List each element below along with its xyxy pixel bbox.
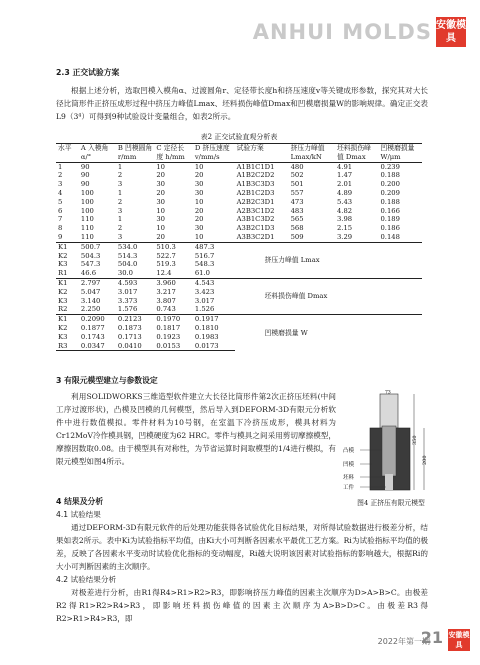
table-cell: 1.576: [117, 305, 138, 314]
table-cell: 1: [117, 162, 123, 171]
table-cell: 3.98: [336, 215, 353, 224]
table-cell: A3B2C1D3: [236, 224, 275, 233]
section-3: [56, 374, 336, 468]
table-cell: 534.0: [116, 242, 154, 251]
table-row: [56, 171, 422, 180]
table-cell: 20: [194, 215, 204, 224]
table-cell: 0.1877: [80, 323, 105, 332]
table-cell: 3.29: [336, 232, 353, 241]
table-cell: 3: [117, 232, 123, 241]
table-cell: 0.166: [380, 206, 400, 215]
paragraph: 对极差进行分析，由R1得R4>R1>R2>R3，即影响挤压力峰值的因素主次顺序为D>A>B>C。由极差R2得R1>R2>R4>R3，即影响坯料损伤峰值的因素主次顺序为A>B>D>C。由极差R3得R2>R1>R4>R3，即: [56, 588, 428, 623]
subsection-heading: 4.2 试验结果分析: [56, 575, 117, 584]
table-cell: 3: [117, 180, 123, 189]
table-cell: 0.188: [380, 171, 400, 180]
table-cell: 12.4: [156, 269, 172, 278]
table-cell: 4.91: [336, 162, 353, 171]
journal-logo-badge: 安徽模具: [436, 17, 466, 47]
fe-model-figure: [342, 390, 440, 494]
table-cell: 0.2123: [116, 315, 154, 324]
table-row: [56, 224, 422, 233]
table-cell: 0.1970: [154, 315, 192, 324]
table-cell: 3.423: [194, 287, 215, 296]
group-label: 凹模磨损量 W: [235, 315, 422, 351]
table-row: [56, 215, 422, 224]
table-cell: 487.3: [193, 242, 235, 251]
figure-caption: 图4 正挤压有限元模型: [357, 499, 425, 507]
table-cell: R1: [58, 269, 68, 278]
table-cell: 510.3: [154, 242, 192, 251]
table-cell: 2: [117, 197, 123, 206]
table-cell: 509: [290, 232, 304, 241]
section-heading: 3 有限元模型建立与参数设定: [56, 376, 158, 385]
table-cell: 6: [58, 206, 63, 215]
table-cell: 516.7: [194, 251, 215, 260]
section-heading: 4 结果及分析: [56, 497, 104, 506]
table-cell: 4.593: [116, 278, 154, 287]
table-cell: K2: [58, 323, 68, 332]
table-cell: 20: [194, 171, 204, 180]
section-heading: 2.3 正交试验方案: [56, 68, 120, 77]
table-cell: 568: [290, 224, 304, 233]
footer-logo-badge: 安徽模具: [448, 631, 470, 649]
table-cell: 3.807: [156, 296, 176, 305]
table-cell: 0.743: [156, 305, 176, 314]
label-workpiece: 工件: [343, 485, 355, 491]
table-cell: A2B2C3D1: [236, 197, 275, 206]
section-4: [56, 495, 428, 625]
table-row: [56, 207, 422, 216]
table-cell: 9: [58, 232, 63, 241]
paragraph: 根据上述分析，选取凹模入模角α、过渡圆角r、定径带长度h和挤压速度v等关键成形参数，探究其对大长径比筒形件正挤压成形过程中挤压力峰值Lmax、坯料损伤峰值Dmax和凹模磨损量W的影响规律。确定正交表L9（3⁴）可得到9种试验设计变量组合，如表2所示。: [56, 86, 428, 121]
table-cell: 5: [58, 197, 63, 206]
table-header-row: [56, 144, 422, 163]
table-cell: 0.0153: [154, 342, 192, 351]
table-cell: A1B2C2D2: [236, 171, 275, 180]
table-cell: 0.239: [380, 162, 400, 171]
table-cell: 0.1743: [80, 332, 105, 341]
table-cell: 0.1917: [193, 315, 235, 324]
table-cell: 0.200: [380, 180, 400, 189]
table-cell: 500.7: [79, 242, 116, 251]
table-cell: 10: [194, 232, 204, 241]
subsection-heading: 4.1 试验结果: [56, 510, 101, 519]
table-cell: 20: [156, 232, 166, 241]
table-cell: 548.3: [194, 260, 215, 269]
column-header: C 定径长度 h/mm: [154, 144, 192, 163]
table-cell: 20: [156, 188, 166, 197]
group-label: 坯料损伤峰值 Dmax: [235, 278, 422, 314]
table-cell: 10: [156, 206, 166, 215]
table-cell: 3.017: [194, 296, 215, 305]
table-cell: 1: [58, 162, 63, 171]
table-cell: 4.89: [336, 188, 353, 197]
table-cell: 1: [117, 188, 123, 197]
table-cell: A2B3C1D2: [236, 206, 275, 215]
table-cell: 0.2090: [79, 315, 116, 324]
table-cell: K1: [56, 278, 79, 287]
analysis-row: [56, 278, 422, 287]
table-cell: 3.373: [117, 296, 138, 305]
table-cell: 10: [156, 162, 166, 171]
table-cell: 1.47: [336, 171, 353, 180]
table-row: [56, 233, 422, 242]
table-cell: 100: [80, 188, 94, 197]
table-cell: A3B1C3D2: [236, 215, 275, 224]
column-header: A 入模角α/°: [79, 144, 116, 163]
label-billet: 坯料: [343, 475, 355, 481]
table-cell: K3: [58, 260, 68, 269]
table-cell: 30: [194, 224, 204, 233]
table-cell: A1B1C1D1: [236, 162, 275, 171]
table-cell: 2: [117, 224, 123, 233]
table-cell: 0.1923: [156, 332, 181, 341]
table-cell: 0.189: [380, 215, 400, 224]
table-cell: 10: [156, 224, 166, 233]
table-cell: 100: [80, 197, 94, 206]
table-cell: 547.3: [80, 260, 101, 269]
table-cell: 3: [58, 180, 63, 189]
table-cell: 502: [290, 171, 304, 180]
table-cell: 3.140: [80, 296, 101, 305]
table-cell: 2.15: [336, 224, 353, 233]
table-cell: 565: [290, 215, 304, 224]
table-row: [56, 198, 422, 207]
table-cell: K3: [58, 296, 68, 305]
column-header: 坯料损伤峰值 Dmax: [335, 144, 379, 163]
page-header: [0, 0, 480, 46]
column-header: B 凹模圆角 r/mm: [116, 144, 154, 163]
table-cell: 3.017: [117, 287, 138, 296]
section-2-3: [56, 66, 428, 123]
table-cell: 557: [290, 188, 304, 197]
table-cell: 3.960: [154, 278, 192, 287]
table-cell: 2: [58, 171, 63, 180]
table-cell: 0.1983: [194, 332, 219, 341]
table-cell: 0.0410: [116, 342, 154, 351]
table-cell: 10: [194, 197, 204, 206]
analysis-row: [56, 315, 422, 324]
table-cell: 30: [156, 215, 166, 224]
table-cell: 0.1713: [117, 332, 142, 341]
table-cell: R2: [58, 305, 68, 314]
table-cell: 20: [156, 171, 166, 180]
paragraph: 通过DEFORM-3D有限元软件的后处理功能获得各试验优化目标结果，对所得试验数据进行极差分析，结果如表2所示。表中Ki为试验指标平均值，由Ki大小可判断各因素水平最优工艺方案。Ri为试验指标平均值的极差，反映了各因素水平变动时试验优化指标的变动幅度，Ri越大说明该因素对试验指标的影响越大，根据Ri的大小可判断因素的主次顺序。: [56, 523, 428, 571]
column-header: 挤压力峰值 Lmax/kN: [289, 144, 335, 163]
dim-350: 350: [412, 435, 418, 445]
table-cell: 2.250: [80, 305, 101, 314]
label-punch: 凸模: [343, 448, 355, 454]
table-cell: 7: [58, 215, 63, 224]
table-cell: 30.0: [117, 269, 134, 278]
table-cell: 0.1810: [194, 323, 219, 332]
brand-title: ANHUI MOLDS: [252, 20, 432, 44]
table-row: [56, 180, 422, 189]
table-cell: 4.82: [336, 206, 353, 215]
table-cell: 483: [290, 206, 304, 215]
fe-model-drawing: [342, 390, 440, 494]
table-cell: 519.3: [156, 260, 176, 269]
table-cell: 501: [290, 180, 304, 189]
table-cell: K1: [56, 315, 79, 324]
table-cell: 0.188: [380, 197, 400, 206]
table-cell: 8: [58, 224, 63, 233]
table-cell: 0.148: [380, 232, 400, 241]
table-cell: 4.543: [193, 278, 235, 287]
table-cell: 5.43: [336, 197, 353, 206]
table-cell: 0.1817: [156, 323, 181, 332]
column-header: 凹模磨损量 W/μm: [378, 144, 422, 163]
issue-label: 2022年第一期: [377, 637, 430, 646]
table-cell: 90: [80, 162, 90, 171]
table-cell: 0.0173: [193, 342, 235, 351]
table-cell: 522.7: [156, 251, 176, 260]
table-cell: 480: [290, 162, 304, 171]
table-cell: 30: [156, 180, 166, 189]
table-cell: 30: [194, 188, 204, 197]
table-cell: 46.6: [80, 269, 97, 278]
table-cell: A3B3C2D1: [236, 232, 275, 241]
dim-200: 200: [422, 455, 428, 465]
page-number: 21: [420, 628, 443, 647]
table-cell: K2: [58, 251, 68, 260]
table-cell: 110: [80, 215, 94, 224]
table-cell: 110: [80, 232, 94, 241]
table-cell: R3: [56, 342, 79, 351]
table-cell: 100: [80, 206, 94, 215]
analysis-row: [56, 242, 422, 251]
table-cell: K1: [56, 242, 79, 251]
table-cell: K3: [58, 332, 68, 341]
paragraph: 利用SOLIDWORKS三维造型软件建立大长径比筒形件第2次正挤压坯料(中间工序过渡形状)，凸模及凹模的几何模型，然后导入到DEFORM-3D有限元分析软件中进行数值模拟。零件材料为10号钢，在室温下冷挤压成形，模具材料为Cr12MoV冷作模具钢，凹模硬度为62 HRC。零件与模具之间采用剪切摩擦模型，摩擦因数取0.08。由于模型具有对称性，为节省运算时间取模型的1/4进行模拟，有限元模型如图4所示。: [56, 392, 336, 466]
table-cell: 0.186: [380, 224, 400, 233]
table-caption: 表2 正交试验直观分析表: [200, 133, 278, 141]
dim-73: 73: [385, 390, 391, 396]
table-cell: A1B3C3D3: [236, 180, 275, 189]
column-header: 水平: [56, 144, 79, 163]
column-header: D 挤压速度 v/mm/s: [193, 144, 235, 163]
column-header: 试验方案: [235, 144, 289, 163]
table-cell: 0.1873: [117, 323, 142, 332]
table-cell: 504.3: [80, 251, 101, 260]
group-label: 挤压力峰值 Lmax: [235, 242, 422, 278]
table-cell: 110: [80, 224, 94, 233]
table-cell: 5.047: [80, 287, 101, 296]
orthogonal-table: [56, 143, 422, 351]
table-cell: 10: [194, 162, 204, 171]
table-cell: 90: [80, 171, 90, 180]
table-cell: 4: [58, 188, 63, 197]
table-cell: 1.526: [194, 305, 215, 314]
table-cell: 30: [156, 197, 166, 206]
table-cell: K2: [58, 287, 68, 296]
table-cell: 473: [290, 197, 304, 206]
table-cell: 1: [117, 215, 123, 224]
table-cell: 3: [117, 206, 123, 215]
table-row: [56, 189, 422, 198]
table-cell: 0.209: [380, 188, 400, 197]
table-cell: 3.217: [156, 287, 176, 296]
table-cell: 2: [117, 171, 123, 180]
table-cell: A2B1C2D3: [236, 188, 275, 197]
table-cell: 514.3: [117, 251, 138, 260]
table-cell: 2.797: [79, 278, 116, 287]
label-die: 凹模: [343, 462, 355, 468]
table-cell: 30: [194, 180, 204, 189]
table-cell: 61.0: [194, 269, 210, 278]
table-cell: 504.0: [117, 260, 138, 269]
table-cell: 20: [194, 206, 204, 215]
table-cell: 2.01: [336, 180, 353, 189]
table-cell: 0.0347: [79, 342, 116, 351]
table-row: [56, 162, 422, 171]
table-cell: 90: [80, 180, 90, 189]
